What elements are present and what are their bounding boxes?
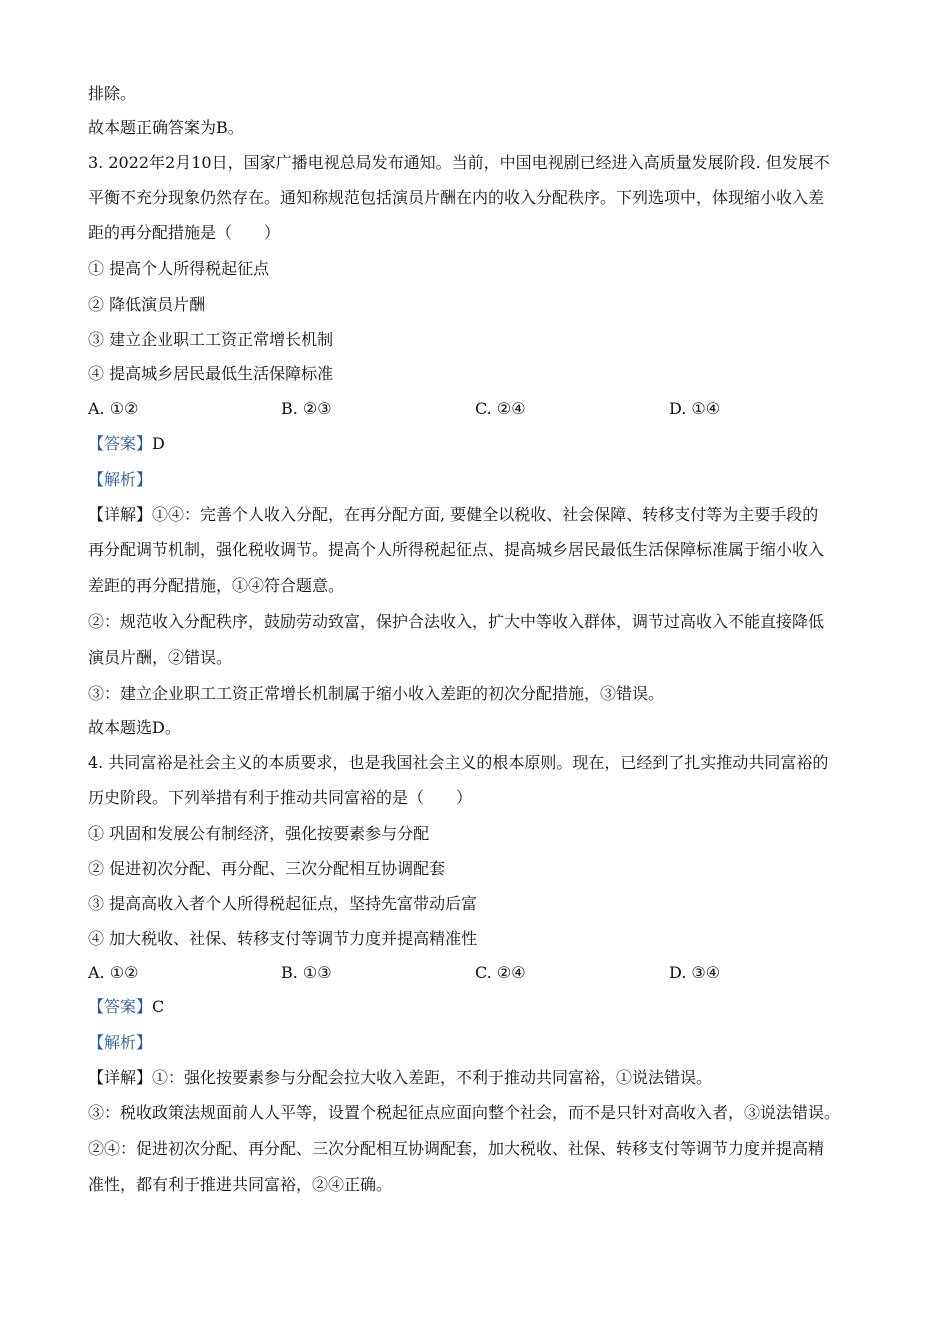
analysis-tag: 【解析】 [88, 470, 153, 489]
option-d: D. ③④ [669, 963, 721, 982]
detail-line [88, 1067, 712, 1089]
detail-line: 差距的再分配措施，①④符合题意。 [88, 576, 345, 595]
question-3-line: 3. 2022年2月10日，国家广播电视总局发布通知。当前，中国电视剧已经进入高质量发展阶段. 但发展不 [88, 153, 830, 172]
question-4-line: 历史阶段。下列举措有利于推动共同富裕的是（ ） [88, 788, 473, 807]
detail-line: ③：税收政策法规面前人人平等，设置个税起征点应面向整个社会，而不是只针对高收入者，③说法错误。 [88, 1103, 841, 1122]
answer-tag: 【答案】 [88, 997, 153, 1016]
detail-tag: 【详解】 [88, 505, 153, 524]
detail-line: 演员片酬，②错误。 [88, 648, 233, 667]
analysis-tag: 【解析】 [88, 1033, 153, 1052]
question-3-line: 平衡不充分现象仍然存在。通知称规范包括演员片酬在内的收入分配秩序。下列选项中，体现缩小收入差 [88, 188, 825, 207]
detail-line: ②④：促进初次分配、再分配、三次分配相互协调配套，加大税收、社保、转移支付等调节力度并提高精 [88, 1139, 825, 1158]
option-d: D. ①④ [669, 399, 721, 418]
option-c: C. ②④ [475, 399, 526, 418]
choice-statement: ① 提高个人所得税起征点 [88, 259, 270, 278]
choice-statement: ② 促进初次分配、再分配、三次分配相互协调配套 [88, 859, 446, 878]
option-a: A. ①② [88, 963, 139, 982]
choice-statement: ④ 提高城乡居民最低生活保障标准 [88, 364, 334, 383]
question-4-line: 4. 共同富裕是社会主义的本质要求，也是我国社会主义的根本原则。现在，已经到了扎实推动共同富裕的 [88, 753, 829, 772]
answer-value: C [152, 997, 165, 1016]
detail-text: ①④：完善个人收入分配，在再分配方面, 要健全以税收、社会保障、转移支付等为主要手段的 [152, 505, 819, 524]
answer-line [88, 996, 164, 1018]
option-c: C. ②④ [475, 963, 526, 982]
detail-line: 再分配调节机制，强化税收调节。提高个人所得税起征点、提高城乡居民最低生活保障标准属于缩小收入 [88, 540, 825, 559]
detail-line: ③：建立企业职工工资正常增长机制属于缩小收入差距的初次分配措施，③错误。 [88, 684, 665, 703]
question-3-options [88, 398, 868, 420]
option-b: B. ①③ [281, 963, 332, 982]
detail-line: 准性，都有利于推进共同富裕，②④正确。 [88, 1175, 393, 1194]
option-a: A. ①② [88, 399, 139, 418]
question-3-line: 距的再分配措施是（ ） [88, 223, 281, 242]
text-line: 故本题正确答案为B。 [88, 118, 244, 137]
choice-statement: ③ 建立企业职工工资正常增长机制 [88, 330, 334, 349]
detail-line [88, 504, 818, 526]
answer-value: D [152, 434, 165, 453]
answer-line [88, 433, 165, 455]
choice-statement: ① 巩固和发展公有制经济，强化按要素参与分配 [88, 824, 430, 843]
text-line: 排除。 [88, 84, 137, 103]
answer-tag: 【答案】 [88, 434, 153, 453]
detail-text: ①：强化按要素参与分配会拉大收入差距，不利于推动共同富裕，①说法错误。 [152, 1068, 713, 1087]
choice-statement: ④ 加大税收、社保、转移支付等调节力度并提高精准性 [88, 929, 478, 948]
choice-statement: ③ 提高高收入者个人所得税起征点，坚持先富带动后富 [88, 894, 478, 913]
option-b: B. ②③ [281, 399, 332, 418]
detail-tag: 【详解】 [88, 1068, 153, 1087]
choice-statement: ② 降低演员片酬 [88, 295, 206, 314]
detail-line: ②：规范收入分配秩序，鼓励劳动致富，保护合法收入，扩大中等收入群体，调节过高收入不能直接降低 [88, 612, 825, 631]
detail-line: 故本题选D。 [88, 718, 181, 737]
question-4-options [88, 962, 868, 984]
